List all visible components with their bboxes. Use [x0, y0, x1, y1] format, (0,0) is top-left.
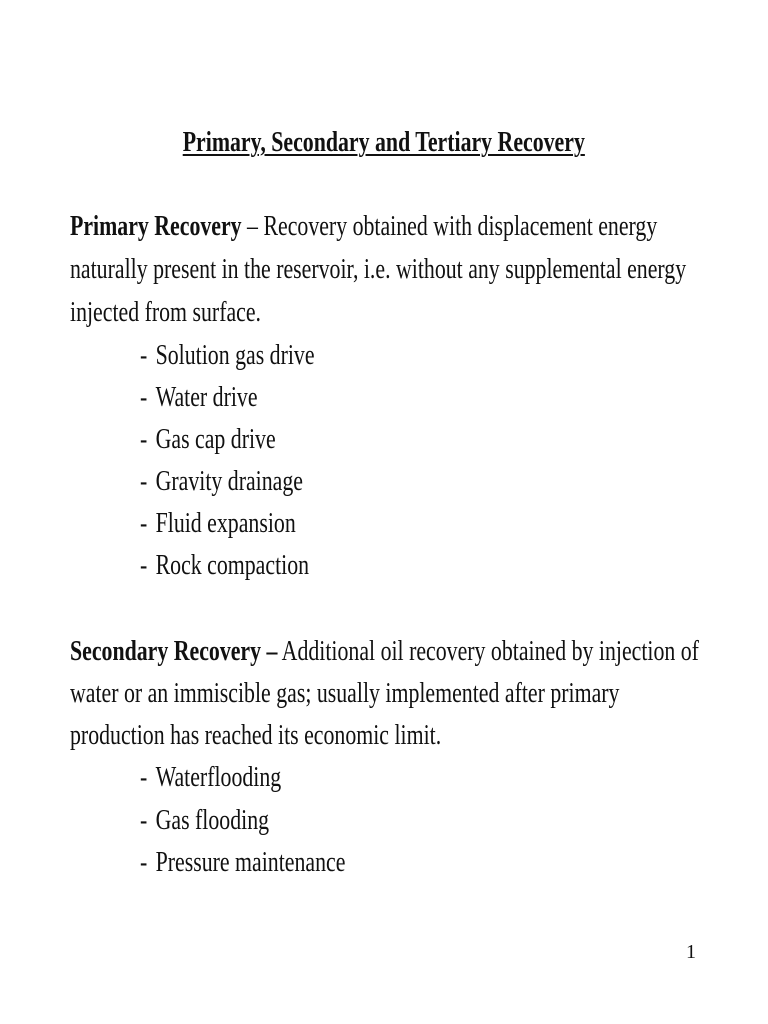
primary-list-item	[140, 381, 258, 415]
bullet-dash: -	[140, 550, 148, 581]
list-item-text: Gravity drainage	[155, 466, 303, 497]
list-item-text: Water drive	[155, 382, 258, 413]
primary-definition-text: Recovery obtained with displacement energy	[263, 211, 658, 242]
list-item-text: Waterflooding	[155, 762, 282, 793]
page-number: 1	[686, 941, 696, 963]
primary-definition-line-1	[70, 210, 657, 244]
secondary-term: Secondary Recovery –	[70, 636, 278, 667]
secondary-definition-line-3: production has reached its economic limit.	[70, 720, 442, 751]
bullet-dash: -	[140, 805, 148, 836]
bullet-dash: -	[140, 847, 148, 878]
bullet-dash: -	[140, 762, 148, 793]
primary-list-item	[140, 465, 303, 499]
primary-list-item	[140, 423, 276, 457]
primary-definition-line-2: naturally present in the reservoir, i.e. without any supplemental energy	[70, 254, 687, 285]
primary-list-item	[140, 507, 296, 541]
list-item-text: Pressure maintenance	[155, 847, 346, 878]
bullet-dash: -	[140, 508, 148, 539]
bullet-dash: -	[140, 466, 148, 497]
list-item-text: Fluid expansion	[155, 508, 296, 539]
secondary-list-item	[140, 761, 281, 795]
page-title	[0, 126, 768, 160]
primary-dash: –	[241, 211, 264, 242]
list-item-text: Gas flooding	[155, 805, 270, 836]
secondary-list-item	[140, 846, 345, 880]
primary-list-item	[140, 339, 315, 373]
secondary-definition-text: Additional oil recovery obtained by injection of	[277, 636, 699, 667]
list-item-text: Solution gas drive	[155, 340, 315, 371]
page-title-text: Primary, Secondary and Tertiary Recovery	[182, 127, 586, 158]
secondary-definition-line-2: water or an immiscible gas; usually implemented after primary	[70, 678, 620, 709]
secondary-definition-line-1	[70, 635, 699, 669]
bullet-dash: -	[140, 340, 148, 371]
bullet-dash: -	[140, 382, 148, 413]
primary-definition-line-3: injected from surface.	[70, 297, 262, 328]
primary-list-item	[140, 549, 309, 583]
list-item-text: Rock compaction	[155, 550, 310, 581]
bullet-dash: -	[140, 424, 148, 455]
list-item-text: Gas cap drive	[155, 424, 276, 455]
secondary-list-item	[140, 804, 269, 838]
primary-term: Primary Recovery	[70, 211, 242, 242]
